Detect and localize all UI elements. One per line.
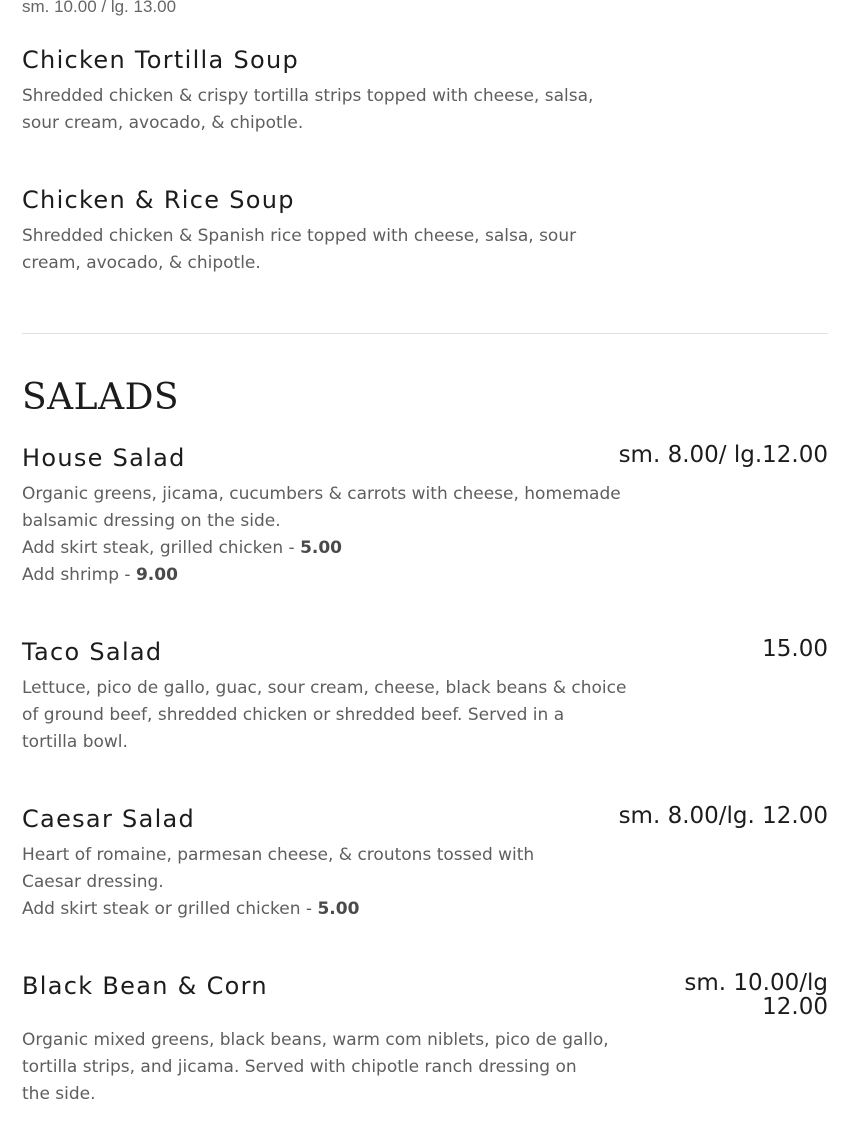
price-line: sm. 10.00/lg [684,970,828,996]
description-line: cream, avocado, & chipotle. [22,253,261,273]
addon-price: 5.00 [300,538,343,558]
item-description-chicken-rice-soup [22,223,576,277]
description-line: the side. [22,1084,96,1104]
item-name-caesar-salad: Caesar Salad [22,805,196,833]
item-name-house-salad: House Salad [22,444,186,472]
item-description-taco-salad [22,675,626,756]
description-line: tortilla bowl. [22,732,128,752]
addon-text: Add skirt steak or grilled chicken - [22,899,318,919]
description-line: Shredded chicken & Spanish rice topped with cheese, salsa, sour [22,226,577,246]
item-name-taco-salad: Taco Salad [22,638,163,666]
addon-line [22,562,621,589]
description-line: of ground beef, shredded chicken or shredded beef. Served in a [22,705,565,725]
addon-line [22,896,534,923]
description-line: Organic greens, jicama, cucumbers & carrots with cheese, homemade [22,484,621,504]
section-divider [22,333,828,334]
price-line: 12.00 [762,994,828,1020]
item-price-house-salad: sm. 8.00/ lg.12.00 [618,442,828,468]
description-line: sour cream, avocado, & chipotle. [22,113,304,133]
item-description-house-salad [22,481,621,589]
description-line: Caesar dressing. [22,872,164,892]
item-description-chicken-tortilla-soup [22,83,593,137]
item-price-black-bean-corn [684,971,828,1019]
description-line: Organic mixed greens, black beans, warm com niblets, pico de gallo, [22,1030,609,1050]
description-line: tortilla strips, and jicama. Served with chipotle ranch dressing on [22,1057,577,1077]
addon-price: 5.00 [317,899,360,919]
description-line: balsamic dressing on the side. [22,511,281,531]
item-name-chicken-rice-soup: Chicken & Rice Soup [22,186,295,214]
item-price-taco-salad: 15.00 [762,636,828,662]
item-price-caesar-salad: sm. 8.00/lg. 12.00 [618,803,828,829]
previous-item-price: sm. 10.00 / lg. 13.00 [22,0,177,16]
item-description-black-bean-corn [22,1027,609,1108]
addon-price: 9.00 [135,565,178,585]
addon-text: Add skirt steak, grilled chicken - [22,538,301,558]
description-line: Lettuce, pico de gallo, guac, sour cream, cheese, black beans & choice [22,678,627,698]
description-line: Heart of romaine, parmesan cheese, & croutons tossed with [22,845,535,865]
section-title-salads: SALADS [22,377,180,418]
addon-line [22,535,621,562]
addon-text: Add shrimp - [22,565,136,585]
item-description-caesar-salad [22,842,534,923]
item-name-chicken-tortilla-soup: Chicken Tortilla Soup [22,46,300,74]
description-line: Shredded chicken & crispy tortilla strips topped with cheese, salsa, [22,86,594,106]
item-name-black-bean-corn: Black Bean & Corn [22,972,268,1000]
